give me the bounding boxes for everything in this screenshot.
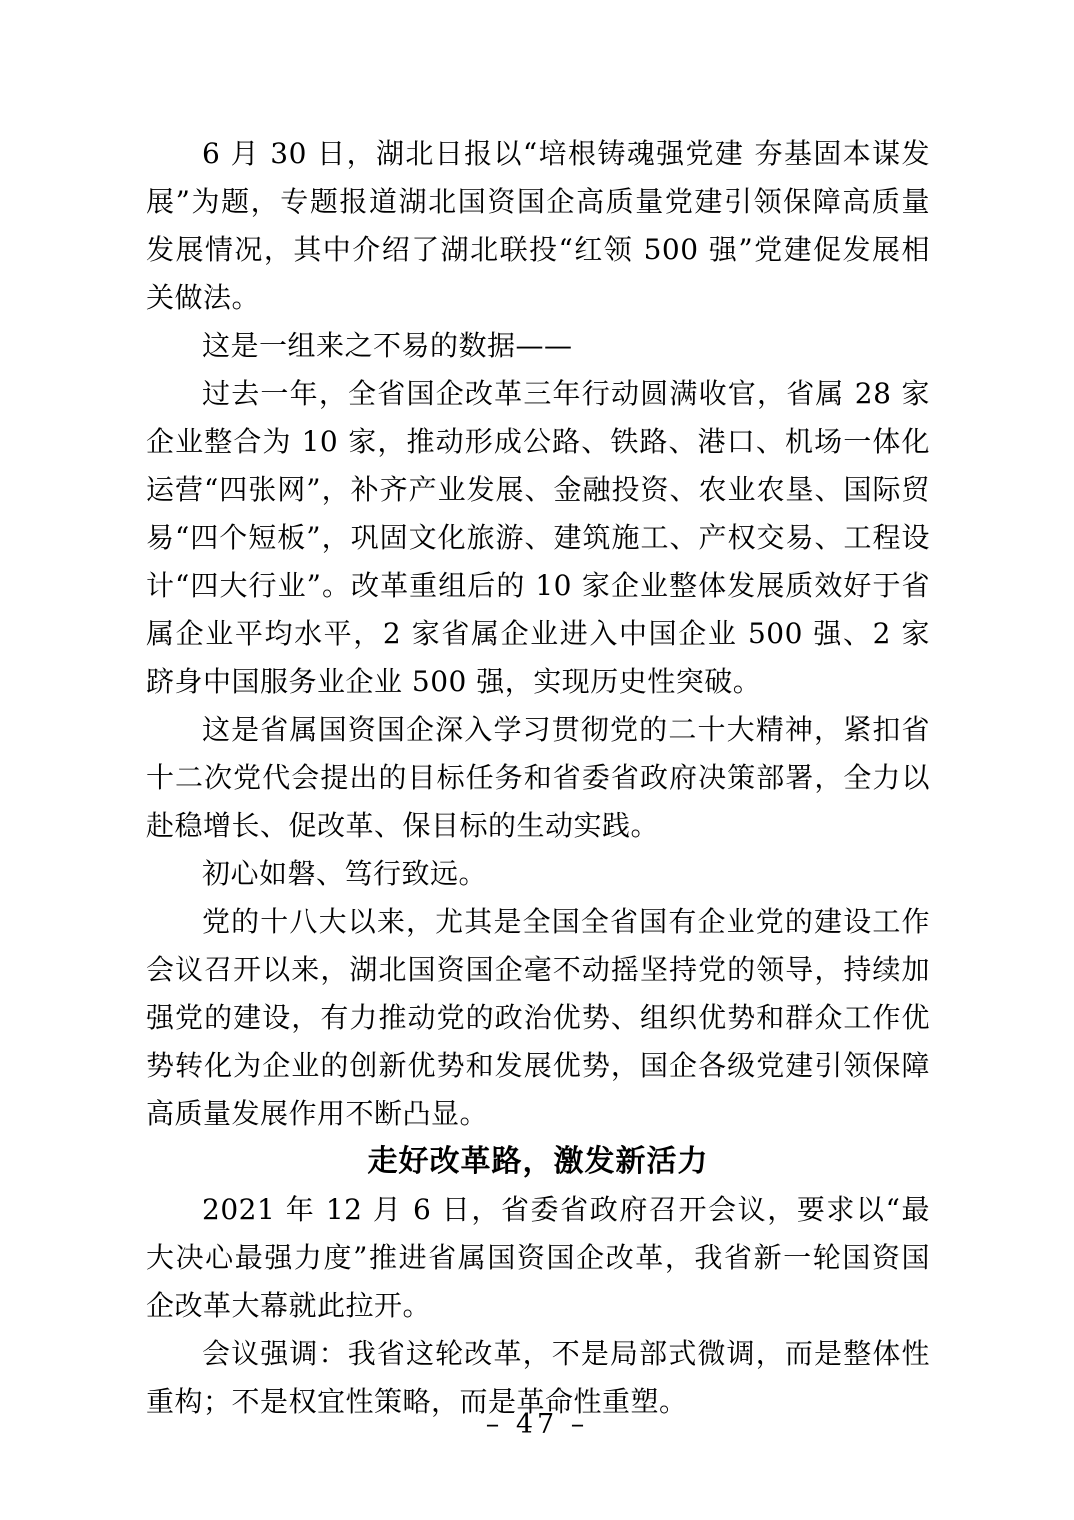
paragraph-news-report: 6 月 30 日，湖北日报以“培根铸魂强党建 夯基固本谋发展”为题，专题报道湖北国资国企高质量党建引领保障高质量发展情况，其中介绍了湖北联投“红领 500 强”党建促发展相关做法。: [146, 137, 930, 314]
paragraph-practice: 这是省属国资国企深入学习贯彻党的二十大精神，紧扣省十二次党代会提出的目标任务和省委省政府决策部署，全力以赴稳增长、促改革、保目标的生动实践。: [146, 713, 930, 842]
section-heading: 走好改革路，激发新活力: [367, 1144, 709, 1179]
paragraph-reform-results: 过去一年，全省国企改革三年行动圆满收官，省属 28 家企业整合为 10 家，推动形成公路、铁路、港口、机场一体化运营“四张网”，补齐产业发展、金融投资、农业农垦、国际贸易“四个短板”，巩固文化旅游、建筑施工、产权交易、工程设计“四大行业”。改革重组后的 10 家企业整体发展质效好于省属企业平均水平，2 家省属企业进入中国企业 500 强、2 家跻身中国服务业企业 500 强，实现历史性突破。: [146, 377, 930, 698]
page-number: – 47 –: [485, 1409, 589, 1440]
paragraph-meeting-emphasis: 会议强调：我省这轮改革，不是局部式微调，而是整体性重构；不是权宜性策略，而是革命性重塑。: [146, 1337, 930, 1418]
paragraph-data-intro: 这是一组来之不易的数据——: [202, 329, 573, 362]
paragraph-meeting-2021: 2021 年 12 月 6 日，省委省政府召开会议，要求以“最大决心最强力度”推进省属国资国企改革，我省新一轮国资国企改革大幕就此拉开。: [146, 1193, 930, 1322]
paragraph-motto: 初心如磐、笃行致远。: [202, 857, 488, 890]
paragraph-party-building: 党的十八大以来，尤其是全国全省国有企业党的建设工作会议召开以来，湖北国资国企毫不动摇坚持党的领导，持续加强党的建设，有力推动党的政治优势、组织优势和群众工作优势转化为企业的创新优势和发展优势，国企各级党建引领保障高质量发展作用不断凸显。: [146, 905, 930, 1130]
document-content: [146, 130, 930, 1426]
